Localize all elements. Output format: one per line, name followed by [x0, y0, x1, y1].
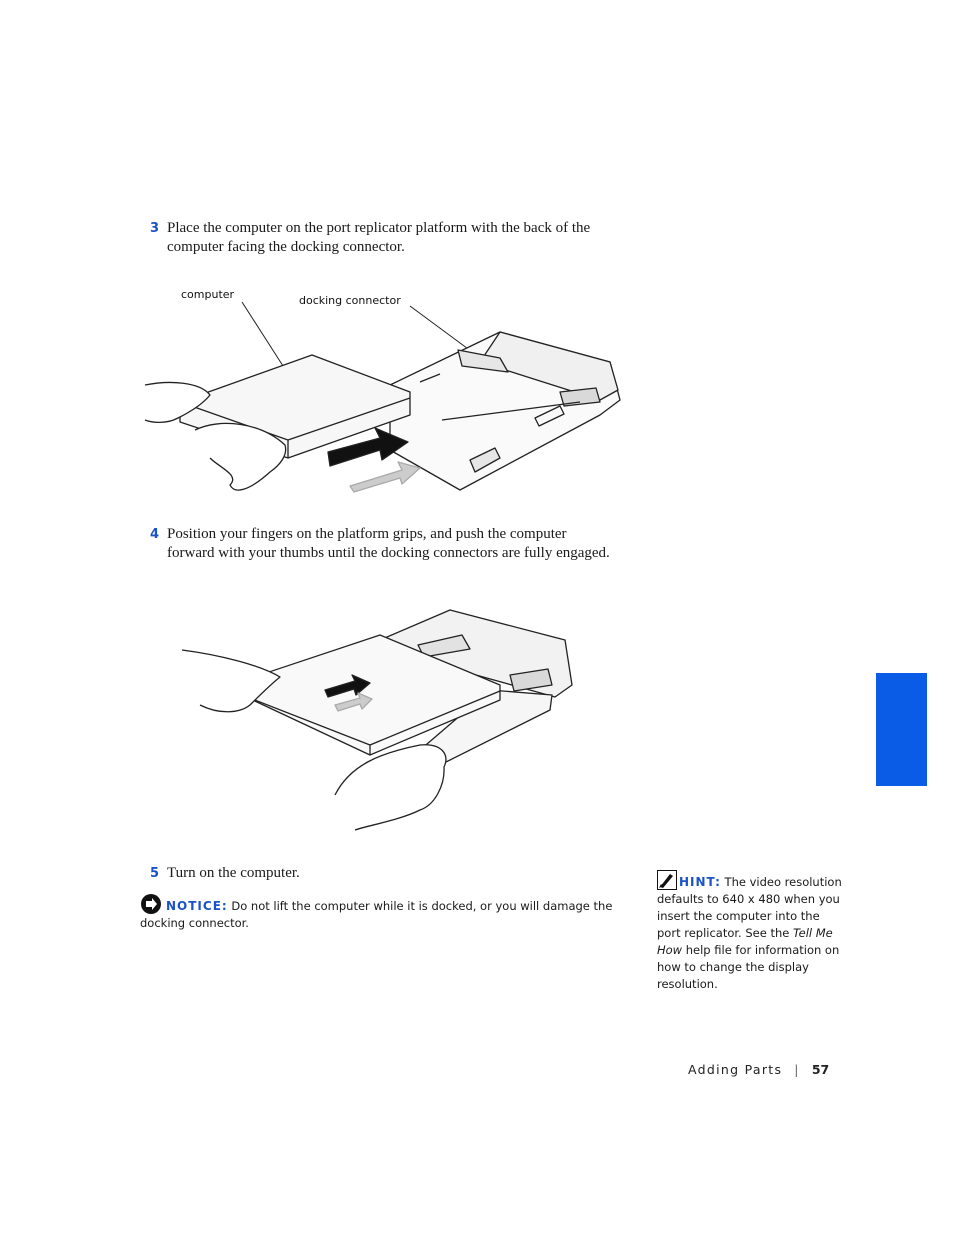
step-number: 5 [150, 866, 160, 881]
hint-help-file-name: Tell Me How [657, 926, 833, 957]
step-5 [150, 864, 450, 883]
hint-text-continued: help file for information on how to change the display resolution. [657, 943, 840, 991]
figure-computer-placement [140, 290, 630, 500]
hint-label: HINT: [679, 875, 721, 889]
step-text: Place the computer on the port replicator platform with the back of the computer facing the docking connector. [167, 220, 591, 255]
step-3 [150, 219, 640, 257]
figure-pushing-computer [180, 605, 580, 835]
step-4 [150, 525, 610, 563]
step-number: 3 [150, 221, 160, 236]
page-number: 57 [811, 1062, 830, 1077]
callout-docking-connector: docking connector [299, 294, 401, 307]
hint-icon [657, 870, 677, 890]
notice-text: Do not lift the computer while it is docked, or you will damage the docking connector. [140, 899, 613, 930]
chapter-tab [876, 673, 927, 786]
callout-computer: computer [181, 288, 235, 301]
hint-box [657, 870, 842, 993]
step-text: Position your fingers on the platform grips, and push the computer forward with your thumbs until the docking connectors are fully engaged. [167, 526, 610, 561]
notice-label: NOTICE: [166, 899, 228, 913]
page-footer [688, 1062, 829, 1077]
footer-separator: | [794, 1062, 800, 1077]
step-text: Turn on the computer. [167, 865, 300, 881]
step-number: 4 [150, 527, 160, 542]
notice-box [140, 893, 630, 932]
hint-text: The video resolution defaults to 640 x 480 when you insert the computer into the port replicator. See the [657, 875, 842, 940]
notice-icon [140, 893, 162, 915]
section-title: Adding Parts [688, 1062, 783, 1077]
